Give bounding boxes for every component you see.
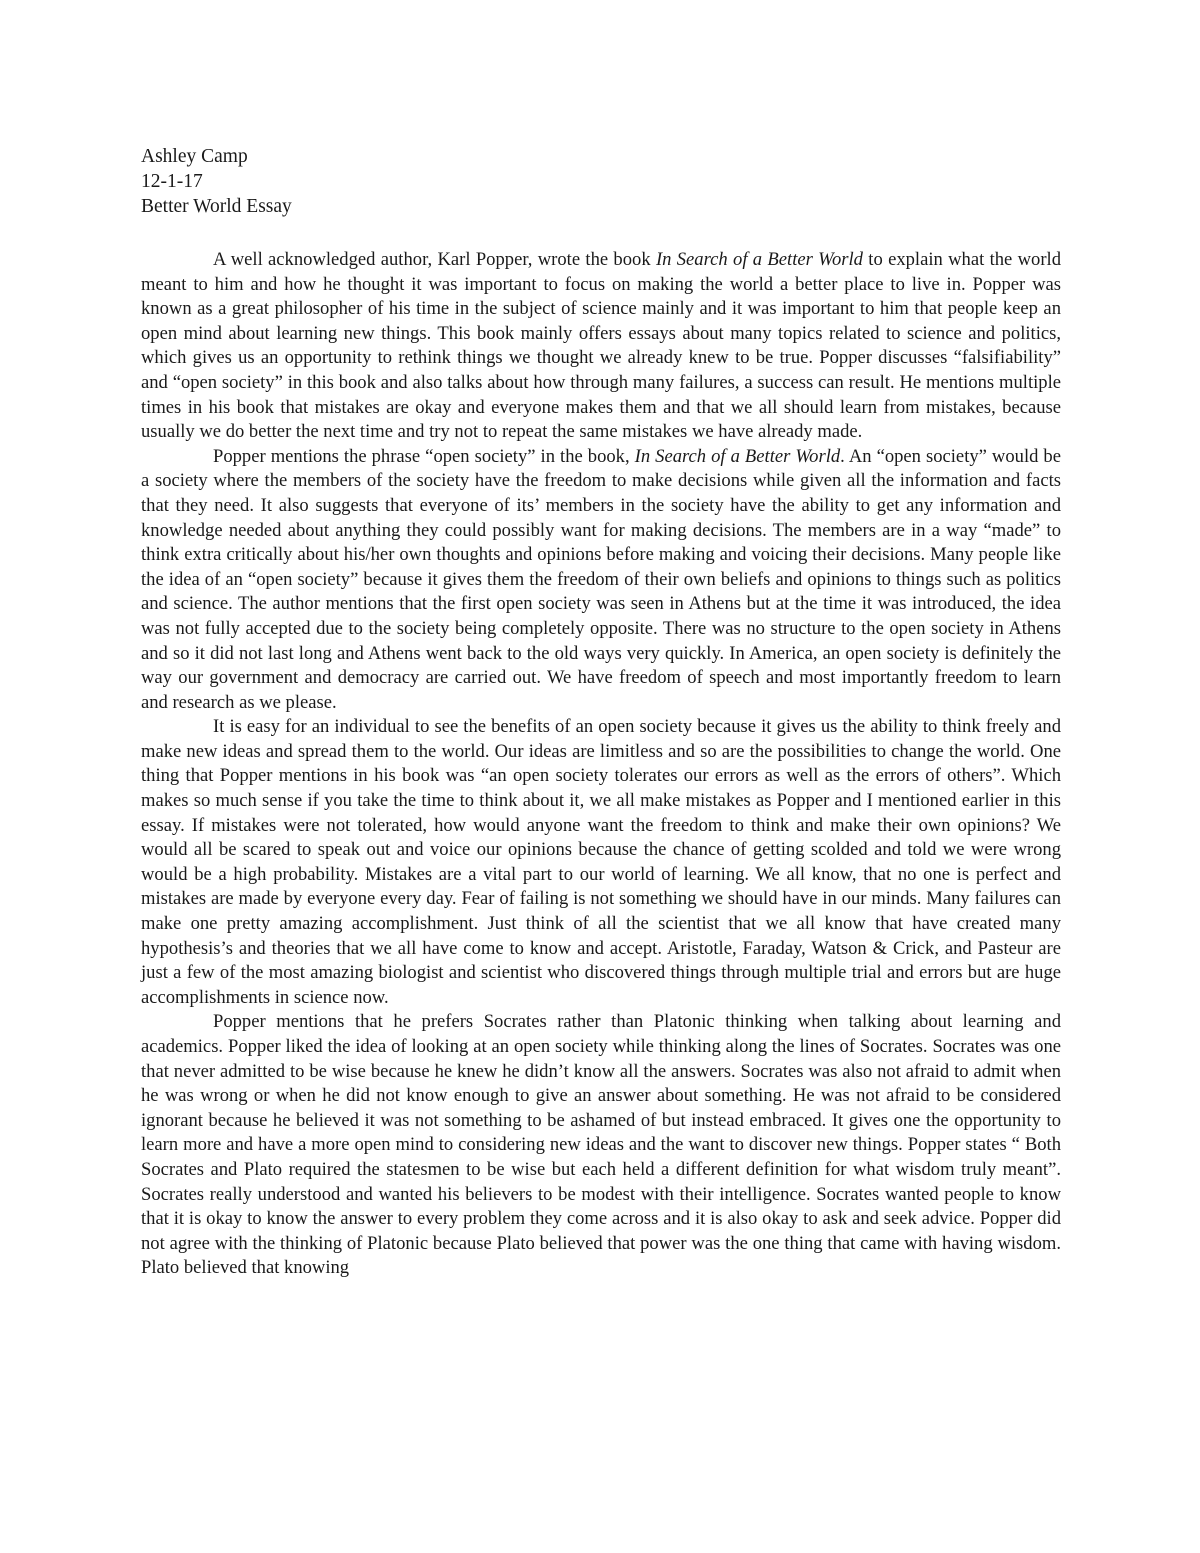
essay-title: Better World Essay [141, 196, 292, 217]
essay-body [141, 248, 1061, 1281]
paragraph-text: It is easy for an individual to see the benefits of an open society because it gives us the ability to think freely and make new ideas and spread them to the world. Our ideas are limitless and so are the possibilities to change the world. One thing that Popper mentions in his book was “an open society tolerates our errors as well as the errors of others”. Which makes so much sense if you take the time to think about it, we all make mistakes as Popper and I mentioned earlier in this essay. If mistakes were not tolerated, how would anyone want the freedom to think and make their own opinions? We would all be scared to speak out and voice our opinions because the chance of getting scolded and told we were wrong would be a high probability. Mistakes are a vital part to our world of learning. We all know, that no one is perfect and mistakes are made by everyone every day. Fear of failing is not something we should have in our minds. Many failures can make one pretty amazing accomplishment. Just think of all the scientist that we all know that have created many hypothesis’s and theories that we all have come to know and accept. Aristotle, Faraday, Watson & Crick, and Pasteur are just a few of the most amazing biologist and scientist who discovered things through multiple trial and errors but are huge accomplishments in science now. [141, 716, 1061, 1008]
paragraph-3 [141, 715, 1061, 1010]
book-title-italic: In Search of a Better World [634, 445, 841, 467]
book-title-italic: In Search of a Better World [655, 249, 863, 270]
paragraph-text: Popper mentions that he prefers Socrates rather than Platonic thinking when talking about learning and academics. Popper liked the idea of looking at an open society while thinking along the lines of Socrates. Socrates was one that never admitted to be wise because he knew he didn’t know all the answers. Socrates was also not afraid to admit when he was wrong or when he did not know enough to give an answer about something. He was not afraid to be considered ignorant because he believed it was not something to be ashamed of but instead embraced. It gives one the opportunity to learn more and have a more open mind to considering new ideas and the want to discover new things. Popper states “ Both Socrates and Plato required the statesmen to be wise but each held a different definition for what wisdom truly meant”. Socrates really understood and wanted his believers to be modest with their intelligence. Socrates wanted people to know that it is okay to know the answer to every problem they come across and it is also okay to ask and seek advice. Popper did not agree with the thinking of Platonic because Plato believed that power was the one thing that came with having wisdom. Plato believed that knowing [141, 1011, 1061, 1279]
document-header [141, 144, 292, 219]
author-name: Ashley Camp [141, 146, 248, 167]
paragraph-text: to explain what the world meant to him and how he thought it was important to focus on making the world a better place to live in. Popper was known as a great philosopher of his time in the subject of science mainly and it was important to him that people keep an open mind about learning new things. This book mainly offers essays about many topics related to science and politics, which gives us an opportunity to rethink things we thought we already knew to be true. Popper discusses “falsifiability” and “open society” in this book and also talks about how through many failures, a success can result. He mentions multiple times in his book that mistakes are okay and everyone makes them and that we all should learn from mistakes, because usually we do better the next time and try not to repeat the same mistakes we have already made. [141, 249, 1061, 443]
paragraph-4 [141, 1010, 1061, 1281]
paragraph-text: Popper mentions the phrase “open society” in the book, [213, 445, 635, 467]
paragraph-text: . An “open society” would be a society where the members of the society have the freedom to make decisions while given all the information and facts that they need. It also suggests that everyone of its’ members in the society have the ability to get any information and knowledge needed about anything they could possibly want for making decisions. The members are in a way “made” to think extra critically about his/her own thoughts and opinions before making and voicing their decisions. Many people like the idea of an “open society” because it gives them the freedom of their own beliefs and opinions to things such as politics and science. The author mentions that the first open society was seen in Athens but at the time it was introduced, the idea was not fully accepted due to the society being completely opposite. There was no structure to the open society in Athens and so it did not last long and Athens went back to the old ways very quickly. In America, an open society is definitely the way our government and democracy are carried out. We have freedom of speech and most importantly freedom to learn and research as we please. [141, 445, 1061, 713]
paragraph-1 [141, 248, 1061, 445]
essay-date: 12-1-17 [141, 171, 203, 192]
paragraph-2 [141, 445, 1061, 716]
paragraph-text: A well acknowledged author, Karl Popper, wrote the book [213, 249, 656, 270]
